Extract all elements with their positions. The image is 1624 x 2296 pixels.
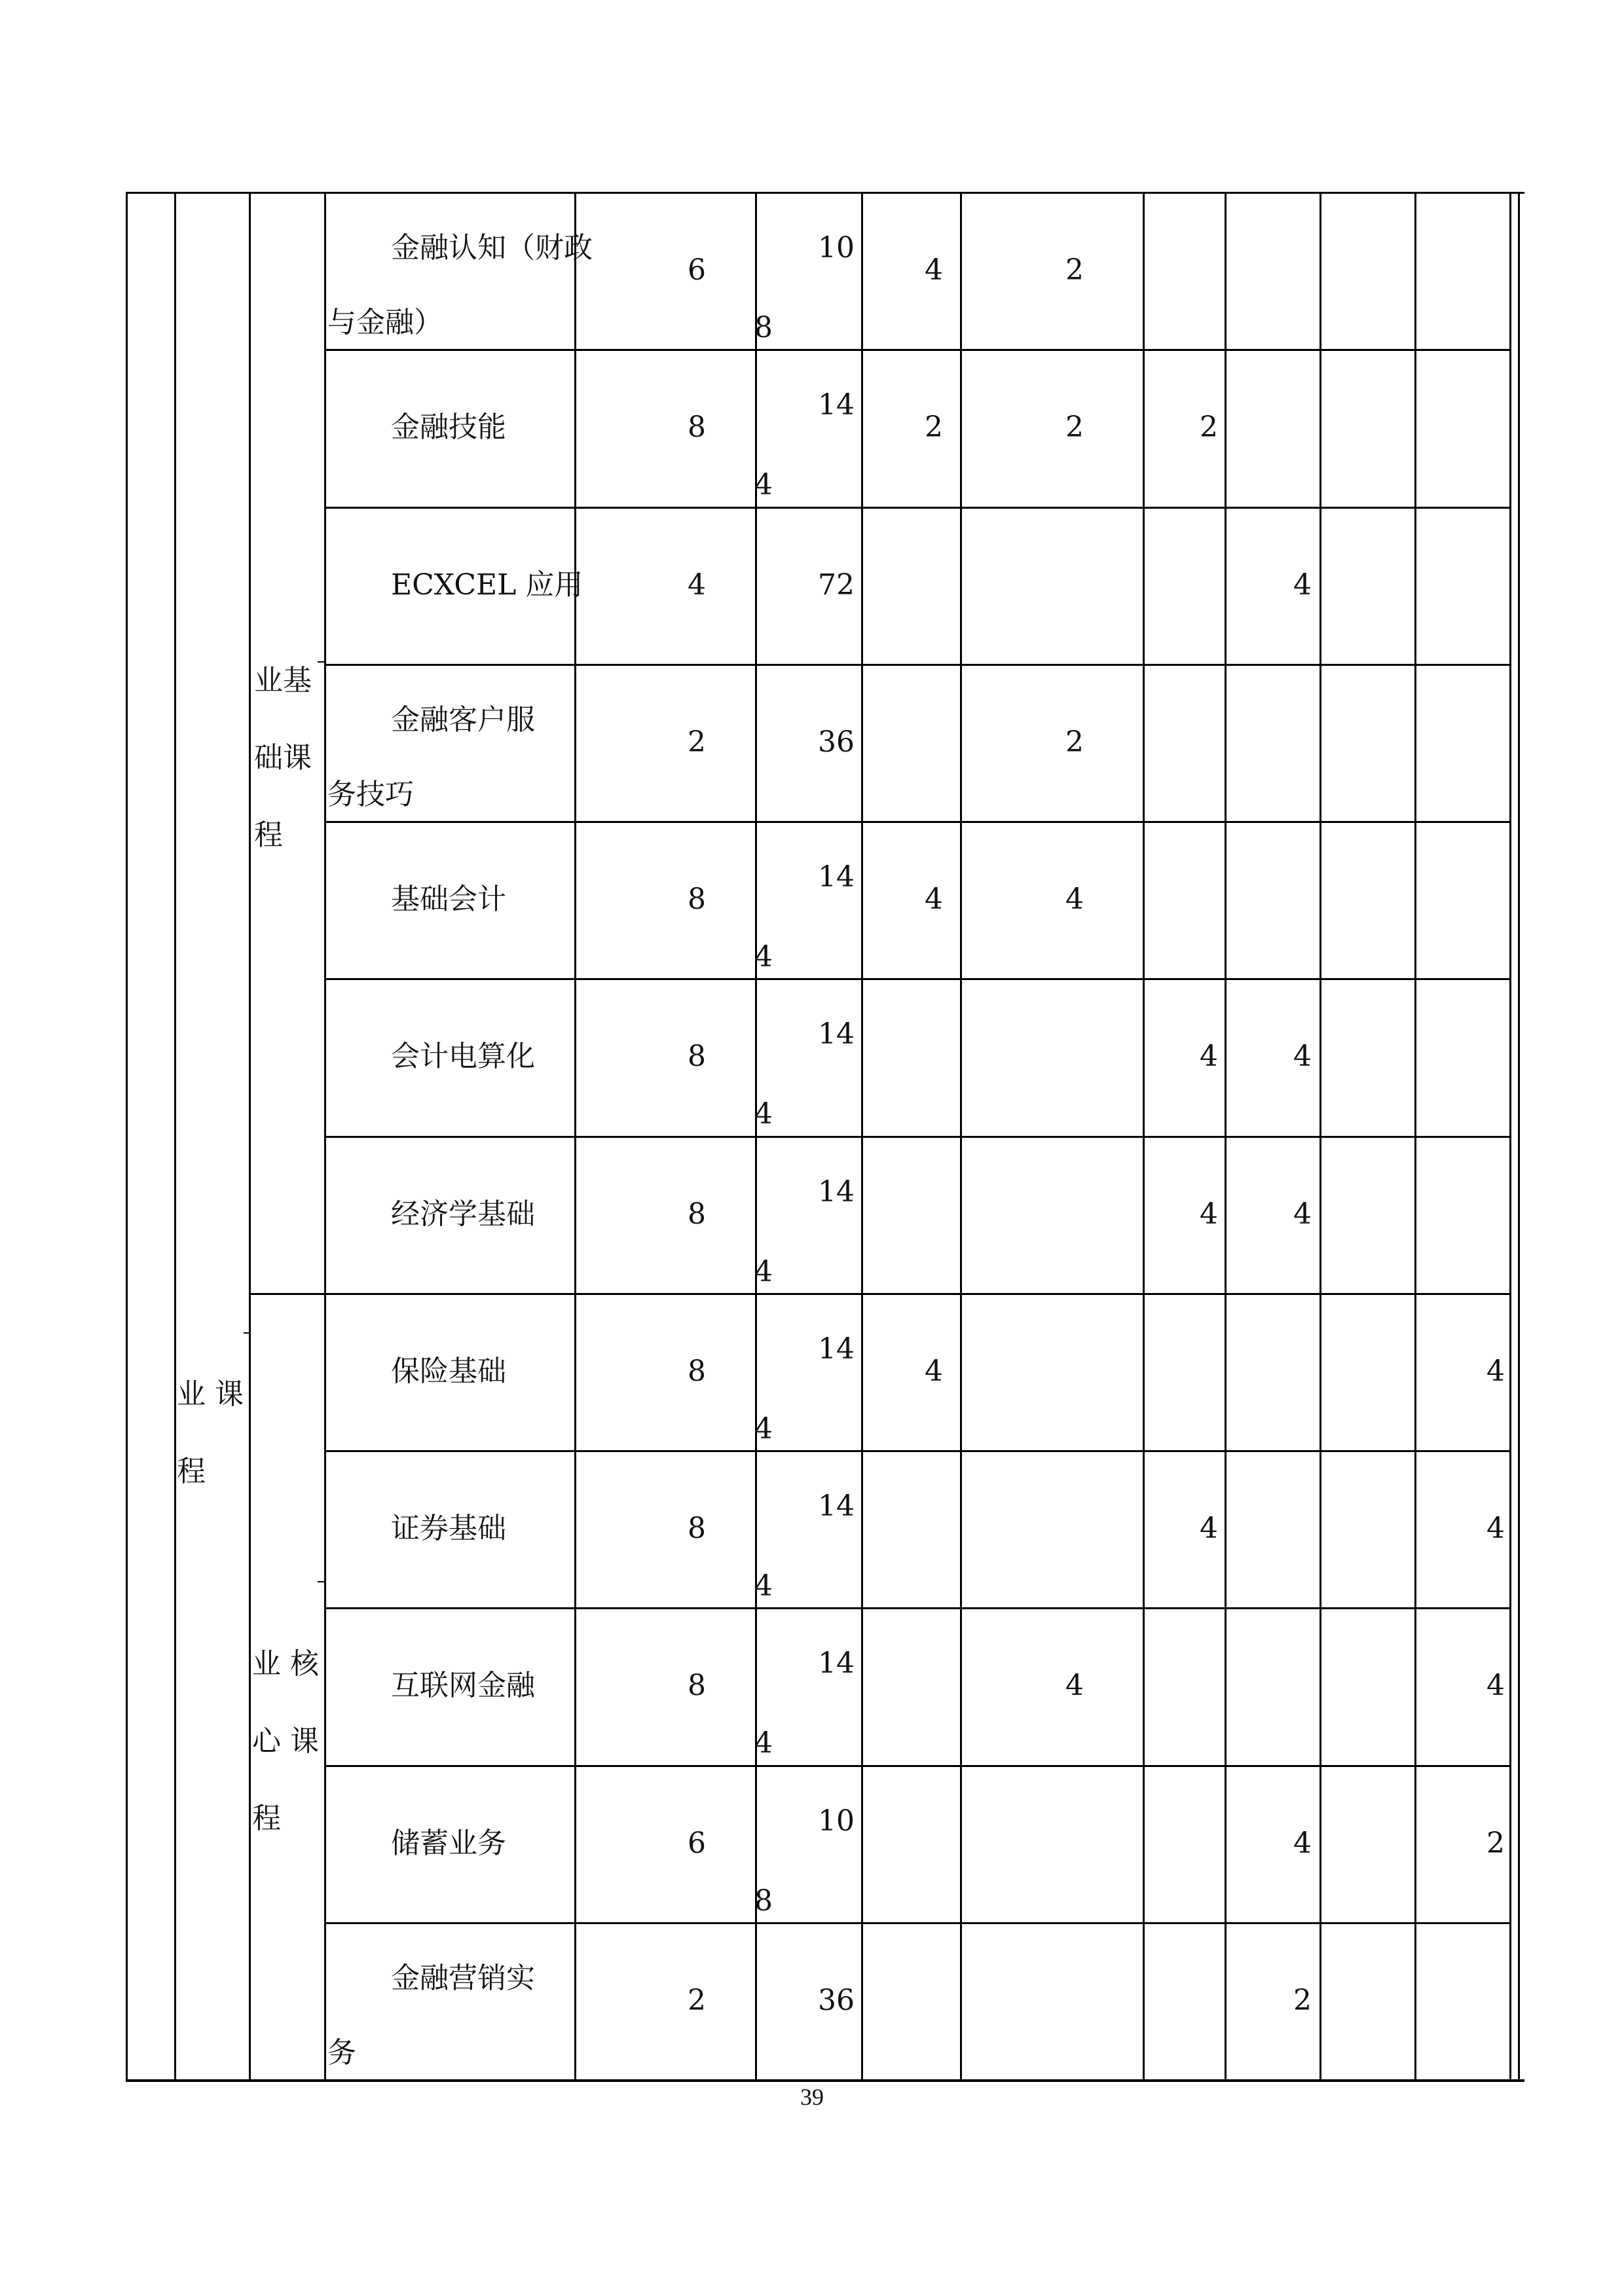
hours-value: 4: [754, 1254, 773, 1288]
course-name: ECXCEL 应用: [391, 568, 583, 602]
row-divider: [324, 507, 1509, 509]
semester-value: 2: [1293, 1983, 1312, 2017]
row-divider: [324, 978, 1509, 980]
row-divider: [324, 1607, 1509, 1609]
semester-value: 2: [1200, 410, 1218, 445]
credits-value: 6: [688, 1826, 706, 1860]
hours-value: 36: [818, 725, 855, 759]
course-name: 保险基础: [391, 1354, 506, 1388]
table-top-border: [126, 192, 1524, 194]
hours-value: 4: [754, 1097, 773, 1131]
hours-value: 14: [818, 1647, 855, 1681]
hours-value: 14: [818, 1175, 855, 1209]
column-divider: [249, 192, 251, 2079]
core-group-label: 心 课: [252, 1724, 319, 1758]
row-divider: [324, 1765, 1509, 1767]
table-right-border: [1518, 192, 1520, 2079]
semester-value: 4: [1293, 1826, 1312, 1860]
semester-value: 2: [925, 410, 943, 445]
course-name: 基础会计: [391, 883, 506, 917]
hours-value: 14: [818, 860, 855, 894]
hours-value: 72: [818, 568, 855, 602]
tick-mark: [244, 1332, 249, 1334]
hours-value: 14: [818, 1489, 855, 1523]
row-divider: [324, 1922, 1509, 1924]
course-name: 务: [327, 2035, 356, 2069]
outer-group-label: 业 课: [177, 1377, 244, 1411]
semester-value: 4: [925, 253, 943, 287]
course-name: 互联网金融: [391, 1669, 535, 1703]
course-name: 金融技能: [391, 410, 506, 445]
hours-value: 4: [754, 1412, 773, 1446]
row-divider: [324, 1136, 1509, 1138]
row-divider: [324, 821, 1509, 823]
credits-value: 8: [688, 1197, 706, 1231]
semester-value: 4: [1200, 1512, 1218, 1546]
row-divider: [324, 1450, 1509, 1452]
hours-value: 14: [818, 1017, 855, 1051]
course-name: 务技巧: [327, 777, 414, 811]
credits-value: 4: [688, 568, 706, 602]
course-name: 会计电算化: [391, 1040, 535, 1074]
hours-value: 4: [754, 468, 773, 502]
column-divider: [174, 192, 176, 2079]
row-divider: [324, 664, 1509, 666]
semester-value: 4: [1065, 883, 1084, 917]
semester-value: 2: [1065, 725, 1084, 759]
hours-value: 10: [818, 1804, 855, 1838]
hours-value: 8: [754, 1884, 773, 1918]
hours-value: 10: [818, 231, 855, 264]
credits-value: 2: [688, 1983, 706, 2017]
semester-value: 4: [1486, 1669, 1505, 1703]
credits-value: 8: [688, 1354, 706, 1388]
hours-value: 4: [754, 1569, 773, 1603]
page-number: 39: [800, 2084, 824, 2110]
semester-value: 4: [925, 883, 943, 917]
semester-value: 4: [1200, 1040, 1218, 1074]
outer-group-label: 程: [177, 1455, 206, 1488]
hours-value: 4: [754, 940, 773, 974]
course-name: 储蓄业务: [391, 1826, 506, 1860]
tick-mark: [318, 1581, 324, 1582]
table-left-border: [126, 192, 128, 2079]
credits-value: 8: [688, 1512, 706, 1546]
credits-value: 2: [688, 725, 706, 759]
hours-value: 14: [818, 388, 855, 422]
semester-value: 4: [1200, 1197, 1218, 1231]
basic-group-label: 程: [254, 818, 283, 852]
semester-value: 4: [925, 1354, 943, 1388]
semester-value: 4: [1065, 1669, 1084, 1703]
core-group-label: 程: [252, 1802, 281, 1835]
table-bottom-border: [126, 2079, 1524, 2082]
credits-value: 8: [688, 1669, 706, 1703]
credits-value: 8: [688, 1040, 706, 1074]
table-right-inner-border: [1509, 192, 1511, 2079]
hours-value: 8: [754, 311, 773, 344]
basic-group-label: 础课: [254, 741, 312, 774]
hours-value: 36: [818, 1983, 855, 2017]
group-divider: [249, 1293, 324, 1295]
course-name: 与金融）: [327, 306, 443, 339]
course-name: 金融客户服: [391, 702, 535, 737]
semester-value: 4: [1293, 568, 1312, 602]
tick-mark: [318, 661, 324, 663]
hours-value: 4: [754, 1726, 773, 1760]
course-name: 证券基础: [391, 1512, 506, 1546]
credits-value: 6: [688, 253, 706, 287]
semester-value: 4: [1486, 1512, 1505, 1546]
semester-value: 4: [1486, 1354, 1505, 1388]
row-divider: [324, 349, 1509, 351]
hours-value: 14: [818, 1332, 855, 1366]
course-name: 金融营销实: [391, 1961, 535, 1995]
row-divider: [324, 1293, 1509, 1295]
semester-value: 2: [1486, 1826, 1505, 1860]
course-name: 金融认知（财政: [391, 231, 593, 264]
credits-value: 8: [688, 410, 706, 445]
course-table: [126, 192, 1524, 2069]
semester-value: 2: [1065, 253, 1084, 287]
basic-group-label: 业基: [254, 664, 312, 697]
semester-value: 4: [1293, 1040, 1312, 1074]
semester-value: 4: [1293, 1197, 1312, 1231]
credits-value: 8: [688, 883, 706, 917]
core-group-label: 业 核: [252, 1647, 319, 1681]
course-name: 经济学基础: [391, 1197, 535, 1231]
semester-value: 2: [1065, 410, 1084, 445]
